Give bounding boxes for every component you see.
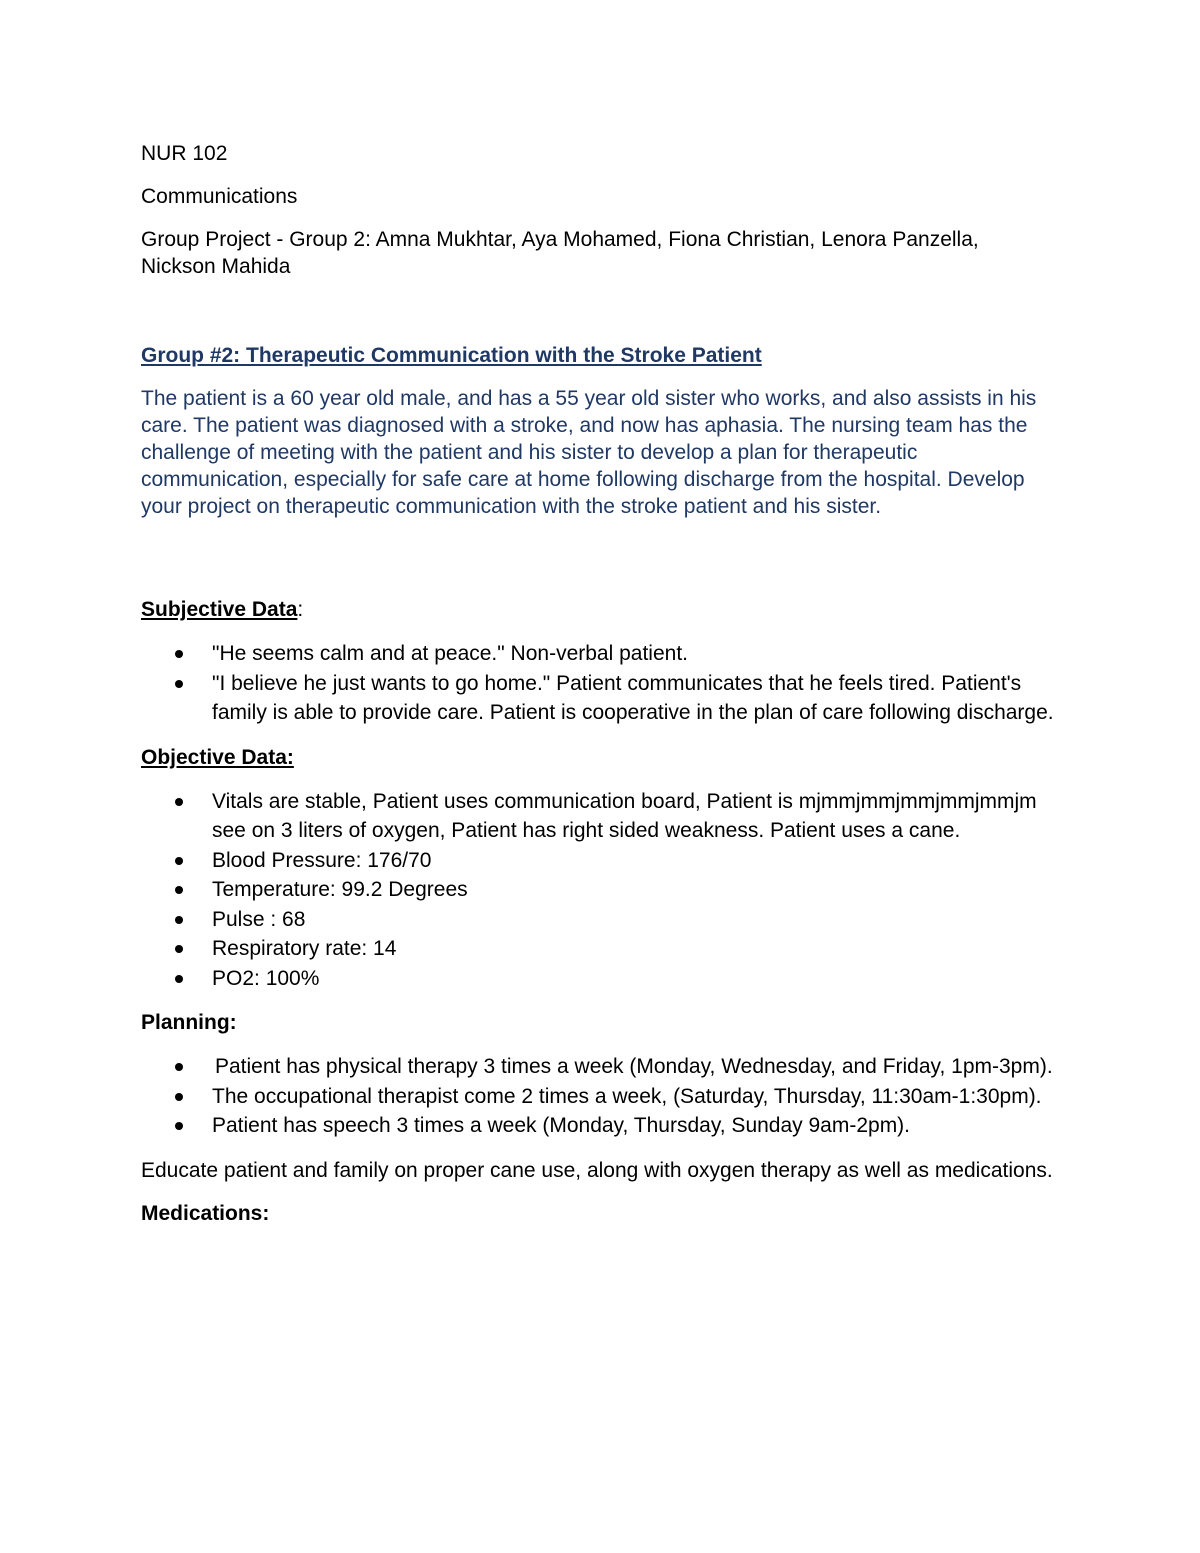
list-item-text: The occupational therapist come 2 times a week, (Saturday, Thursday, 11:30am-1:30pm). — [212, 1084, 1042, 1108]
bullet-icon — [175, 857, 183, 865]
list-item — [141, 875, 1056, 905]
list-item-text: Blood Pressure: 176/70 — [212, 848, 432, 872]
list-item — [141, 639, 1056, 669]
bullet-icon — [175, 1063, 183, 1071]
bullet-icon — [175, 650, 183, 658]
project-title: Group #2: Therapeutic Communication with the Stroke Patient — [141, 344, 762, 367]
bullet-icon — [175, 945, 183, 953]
list-item — [141, 964, 1056, 994]
list-item — [141, 846, 1056, 876]
subjective-heading-colon: : — [297, 598, 304, 621]
bullet-icon — [175, 680, 183, 688]
education-paragraph: Educate patient and family on proper cane use, along with oxygen therapy as well as medications. — [141, 1158, 1053, 1182]
list-item — [141, 1082, 1056, 1112]
subjective-list — [141, 639, 1056, 728]
subjective-heading-text: Subjective Data — [141, 598, 298, 621]
list-item — [141, 934, 1056, 964]
bullet-icon — [175, 975, 183, 983]
bullet-icon — [175, 886, 183, 894]
case-description: The patient is a 60 year old male, and has a 55 year old sister who works, and also assists in his care. The patient was diagnosed with a stroke, and now has aphasia. The nursing team has the challenge of meeting with the patient and his sister to develop a plan for therapeutic communication, especially for safe care at home following discharge from the hospital. Develop your project on therapeutic communication with the stroke patient and his sister. — [141, 387, 1037, 518]
document-page — [141, 140, 1056, 1243]
list-item — [141, 905, 1056, 935]
list-item — [141, 669, 1056, 728]
planning-list — [141, 1052, 1056, 1141]
bullet-icon — [175, 1122, 183, 1130]
objective-heading — [141, 744, 1056, 771]
objective-heading-text: Objective Data: — [141, 745, 294, 769]
list-item — [141, 1052, 1056, 1082]
list-item — [141, 787, 1056, 846]
list-item-text: Patient has physical therapy 3 times a week (Monday, Wednesday, and Friday, 1pm-3pm). — [215, 1055, 1053, 1078]
list-item-text: Pulse : 68 — [212, 907, 306, 931]
bullet-icon — [175, 798, 183, 806]
list-item-text: Vitals are stable, Patient uses communication board, Patient is mjmmjmmjmmjmmjmmjm see on 3 liters of oxygen, Patient has right sided weakness. Patient uses a cane. — [212, 789, 1037, 842]
group-members: Group Project - Group 2: Amna Mukhtar, Aya Mohamed, Fiona Christian, Lenora Panzella, Nickson Mahida — [141, 228, 979, 278]
course-code: NUR 102 — [141, 142, 228, 165]
list-item-text: "I believe he just wants to go home." Patient communicates that he feels tired. Patient's family is able to provide care. Patient is cooperative in the plan of care following discharge. — [212, 671, 1054, 724]
list-item-text: "He seems calm and at peace." Non-verbal patient. — [212, 642, 688, 665]
subjective-heading — [141, 596, 1056, 623]
course-subject: Communications — [141, 185, 298, 208]
list-item-text: PO2: 100% — [212, 966, 320, 990]
objective-list — [141, 787, 1056, 994]
bullet-icon — [175, 916, 183, 924]
list-item-text: Temperature: 99.2 Degrees — [212, 878, 468, 901]
bullet-icon — [175, 1093, 183, 1101]
list-item-text: Patient has speech 3 times a week (Monday, Thursday, Sunday 9am-2pm). — [212, 1114, 911, 1137]
planning-heading: Planning: — [141, 1011, 237, 1034]
list-item-text: Respiratory rate: 14 — [212, 937, 397, 960]
list-item — [141, 1111, 1056, 1141]
medications-heading: Medications: — [141, 1201, 270, 1225]
